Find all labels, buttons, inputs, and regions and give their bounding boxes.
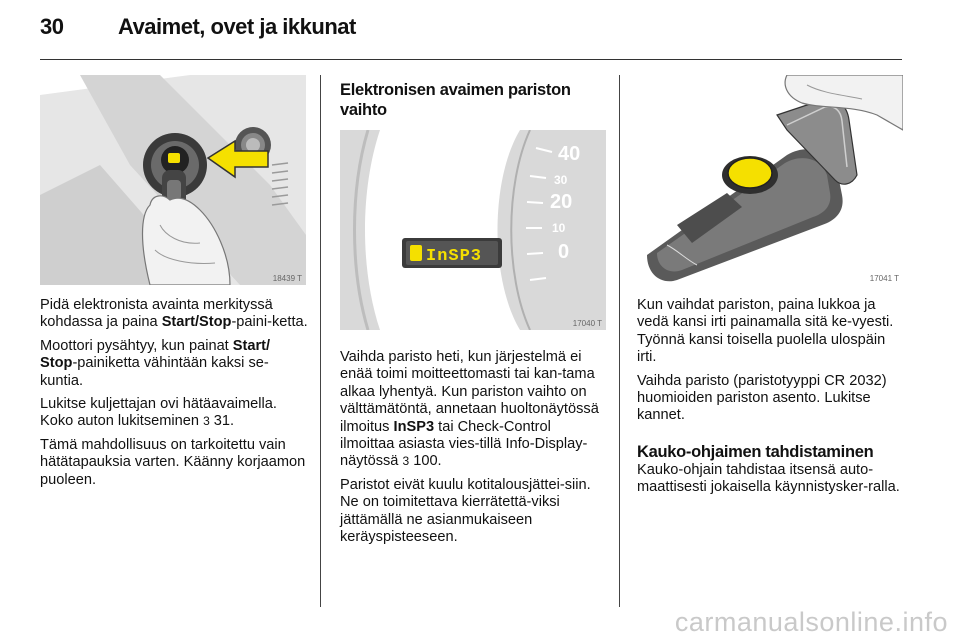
section-heading-remote-sync: Kauko-ohjaimen tahdistaminen	[637, 443, 874, 461]
right-column-text-sync	[637, 462, 905, 503]
text: Vaihda paristo (paristotyyppi CR 2032) huomioiden pariston asento. Lukitse kannet.	[637, 372, 887, 424]
page-number: 30	[40, 14, 64, 39]
text: Paristot eivät kuulu kotitalousjättei-siin. Ne on toimitettava kierrätettä-viksi jättämällä ne asianmukaiseen keräyspisteeseen.	[340, 476, 591, 546]
text: 31.	[209, 413, 235, 430]
paragraph	[40, 437, 310, 489]
paragraph	[40, 297, 310, 332]
text: Lukitse kuljettajan ovi hätäavaimella. Koko auton lukitseminen	[40, 396, 277, 430]
speed-label: 30	[554, 173, 568, 187]
emphasis: Start/Stop	[161, 314, 232, 331]
svg-text:InSP3: InSP3	[426, 247, 483, 266]
speed-label: 0	[558, 241, 570, 263]
middle-column-text	[340, 349, 608, 552]
page-title: Avaimet, ovet ja ikkunat	[118, 14, 356, 39]
text: tai Check-Control ilmoittaa asiasta vies-tillä Info-Display-näytössä	[340, 418, 588, 470]
figure-service-display	[340, 130, 606, 330]
speed-label: 10	[552, 221, 566, 235]
paragraph	[637, 462, 905, 497]
instrument-display-illustration-icon	[340, 130, 606, 330]
speed-label: 20	[550, 191, 573, 213]
text: Moottori pysähtyy, kun painat	[40, 337, 233, 354]
start-stop-button-illustration-icon	[40, 75, 306, 285]
emphasis: InSP3	[393, 418, 435, 435]
figure-code: 17041 T	[869, 274, 899, 283]
emphasis: Start/ Stop	[40, 337, 271, 372]
paragraph	[40, 396, 310, 431]
paragraph	[340, 349, 608, 471]
figure-code: 17040 T	[572, 319, 602, 328]
paragraph	[637, 297, 905, 367]
column-divider-right	[619, 75, 620, 607]
cross-reference-arrow-icon: 3	[402, 454, 410, 469]
paragraph	[40, 338, 310, 390]
text: -paini-ketta.	[231, 314, 308, 331]
text: Pidä elektronista avainta merkityssä kohdassa ja paina	[40, 297, 273, 331]
text: Kun vaihdat pariston, paina lukkoa ja vedä kansi irti painamalla sitä ke-vyesti. Työnnä kansi toisella puolella ulospäin irti.	[637, 297, 894, 366]
text: Kauko-ohjain tahdistaa itsensä auto-maattisesti jokaisella käynnistysker-ralla.	[637, 462, 900, 496]
text: -painiketta vähintään kaksi se-kuntia.	[40, 355, 269, 389]
cross-reference-arrow-icon: 3	[203, 414, 210, 429]
electronic-key-battery-illustration-icon	[637, 75, 903, 285]
text: 100.	[409, 453, 442, 470]
section-heading-battery: Elektronisen avaimen pariston vaihto	[340, 81, 571, 119]
speed-label: 40	[558, 143, 581, 165]
header-rule	[40, 59, 902, 60]
figure-start-stop	[40, 75, 306, 285]
column-divider-left	[320, 75, 321, 607]
left-column-text	[40, 297, 310, 495]
figure-key-battery	[637, 75, 903, 285]
watermark: carmanualsonline.info	[674, 607, 948, 637]
paragraph	[340, 477, 608, 547]
right-column-text	[637, 297, 905, 431]
figure-code: 18439 T	[272, 274, 302, 283]
text: Vaihda paristo heti, kun järjestelmä ei enää toimi moitteettomasti tai kan-tama alkaa lyhentyä. Kun pariston vaihto on välttämätöntä, annetaan huoltonäytössä ilmoitus	[340, 349, 599, 435]
text: Tämä mahdollisuus on tarkoitettu vain hätätapauksia varten. Käänny korjaamon puoleen.	[40, 436, 306, 488]
paragraph	[637, 373, 905, 425]
